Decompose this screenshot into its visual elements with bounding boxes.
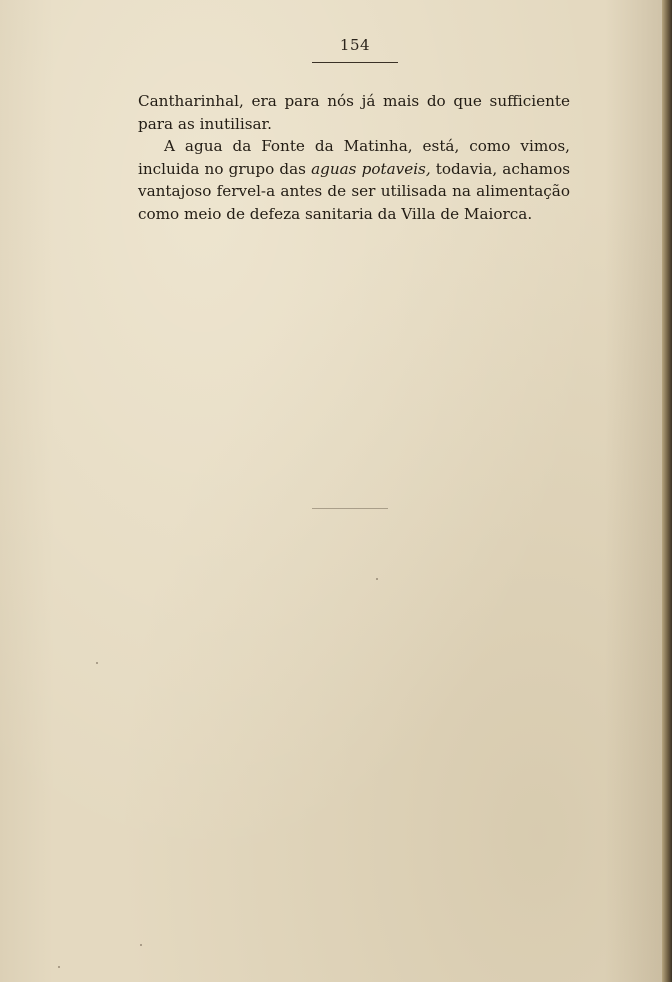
- page-number: 154: [339, 36, 371, 54]
- paper-speck: [96, 662, 98, 664]
- paper-speck: [376, 578, 378, 580]
- paper-speck: [141, 104, 143, 106]
- bleed-through-rule: [312, 508, 388, 509]
- paragraph-1: Cantharinhal, era para nós já mais do que sufficiente para as inutilisar.: [138, 92, 570, 133]
- paper-speck: [140, 944, 142, 946]
- paragraph-2-start: A agua da Fonte da Matinha, está, como vimos, incluida no grupo das: [138, 137, 570, 178]
- page-edge-shadow: [662, 0, 672, 982]
- body-text: [138, 90, 570, 225]
- paper-speck: [58, 966, 60, 968]
- header-rule: [312, 62, 398, 63]
- paragraph-2: [138, 135, 570, 225]
- paragraph-2-emphasis: aguas potaveis,: [311, 159, 431, 178]
- paragraph-2-end: todavia, achamos vantajoso fervel-a antes de ser utilisada na alimentação como meio de defeza sanitaria da Villa de Maiorca.: [138, 159, 571, 223]
